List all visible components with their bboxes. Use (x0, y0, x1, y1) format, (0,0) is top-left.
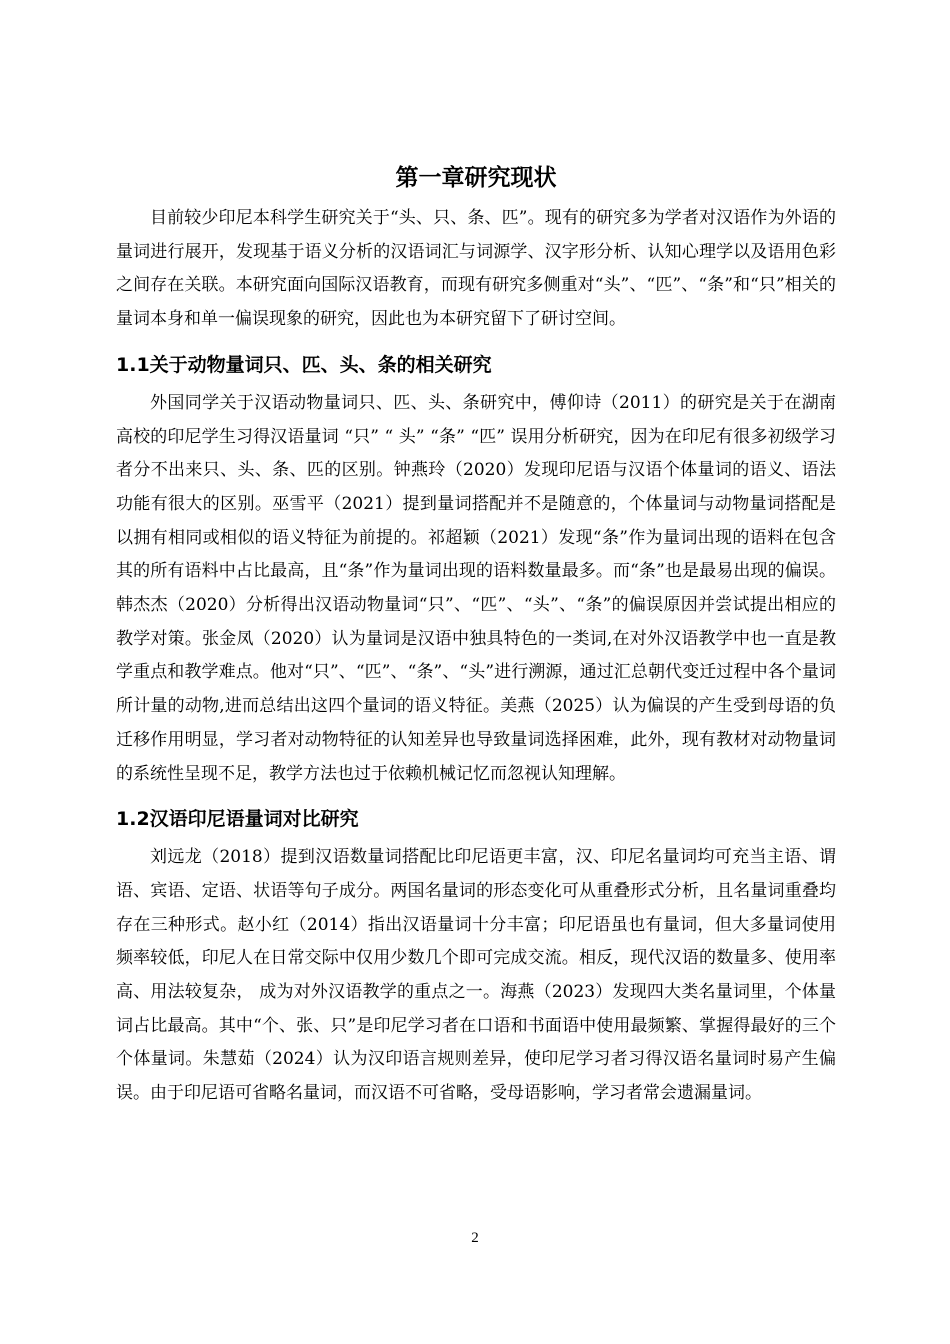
page-number: 2 (471, 1230, 479, 1246)
section-heading-1-2: 1.2汉语印尼语量词对比研究 (116, 808, 359, 831)
section-paragraph-1-1: 外国同学关于汉语动物量词只、匹、头、条研究中，傅仰诗（2011）的研究是关于在湖南高校的印尼学生习得汉语量词 “只” “ 头” “条” “匹” 误用分析研究，因为在印尼有很多初级学习者分不出来只、头、条、匹的区别。钟燕玲（2020）发现印尼语与汉语个体量词的语义、语法功能有很大的区别。巫雪平（2021）提到量词搭配并不是随意的，个体量词与动物量词搭配是以拥有相同或相似的语义特征为前提的。祁超颖（2021）发现“条”作为量词出现的语料在包含其的所有语料中占比最高，且“条”作为量词出现的语料数量最多。而“条”也是最易出现的偏误。韩杰杰（2020）分析得出汉语动物量词“只”、“匹”、“头”、“条”的偏误原因并尝试提出相应的教学对策。张金凤（2020）认为量词是汉语中独具特色的一类词,在对外汉语教学中也一直是教学重点和教学难点。他对“只”、“匹”、“条”、“头”进行溯源，通过汇总朝代变迁过程中各个量词所计量的动物,进而总结出这四个量词的语义特征。美燕（2025）认为偏误的产生受到母语的负迁移作用明显，学习者对动物特征的认知差异也导致量词选择困难，此外，现有教材对动物量词的系统性呈现不足，教学方法也过于依赖机械记忆而忽视认知理解。 (116, 392, 836, 784)
section-heading-1-1: 1.1关于动物量词只、匹、头、条的相关研究 (116, 353, 492, 376)
document-page (116, 158, 836, 1111)
chapter-title: 第一章研究现状 (395, 165, 557, 191)
chapter-intro-paragraph: 目前较少印尼本科学生研究关于“头、只、条、匹”。现有的研究多为学者对汉语作为外语的量词进行展开，发现基于语义分析的汉语词汇与词源学、汉字形分析、认知心理学以及语用色彩之间存在关联。本研究面向国际汉语教育，而现有研究多侧重对“头”、“匹”、“条”和“只”相关的量词本身和单一偏误现象的研究，因此也为本研究留下了研讨空间。 (116, 208, 836, 330)
section-paragraph-1-2: 刘远龙（2018）提到汉语数量词搭配比印尼语更丰富，汉、印尼名量词均可充当主语、谓语、宾语、定语、状语等句子成分。两国名量词的形态变化可从重叠形式分析，且名量词重叠均存在三种形式。赵小红（2014）指出汉语量词十分丰富；印尼语虽也有量词，但大多量词使用频率较低，印尼人在日常交际中仅用少数几个即可完成交流。相反，现代汉语的数量多、使用率高、用法较复杂， 成为对外汉语教学的重点之一。海燕（2023）发现四大类名量词里，个体量词占比最高。其中“个、张、只”是印尼学习者在口语和书面语中使用最频繁、掌握得最好的三个个体量词。朱慧茹（2024）认为汉印语言规则差异，使印尼学习者习得汉语名量词时易产生偏误。由于印尼语可省略名量词，而汉语不可省略，受母语影响，学习者常会遗漏量词。 (116, 847, 836, 1104)
